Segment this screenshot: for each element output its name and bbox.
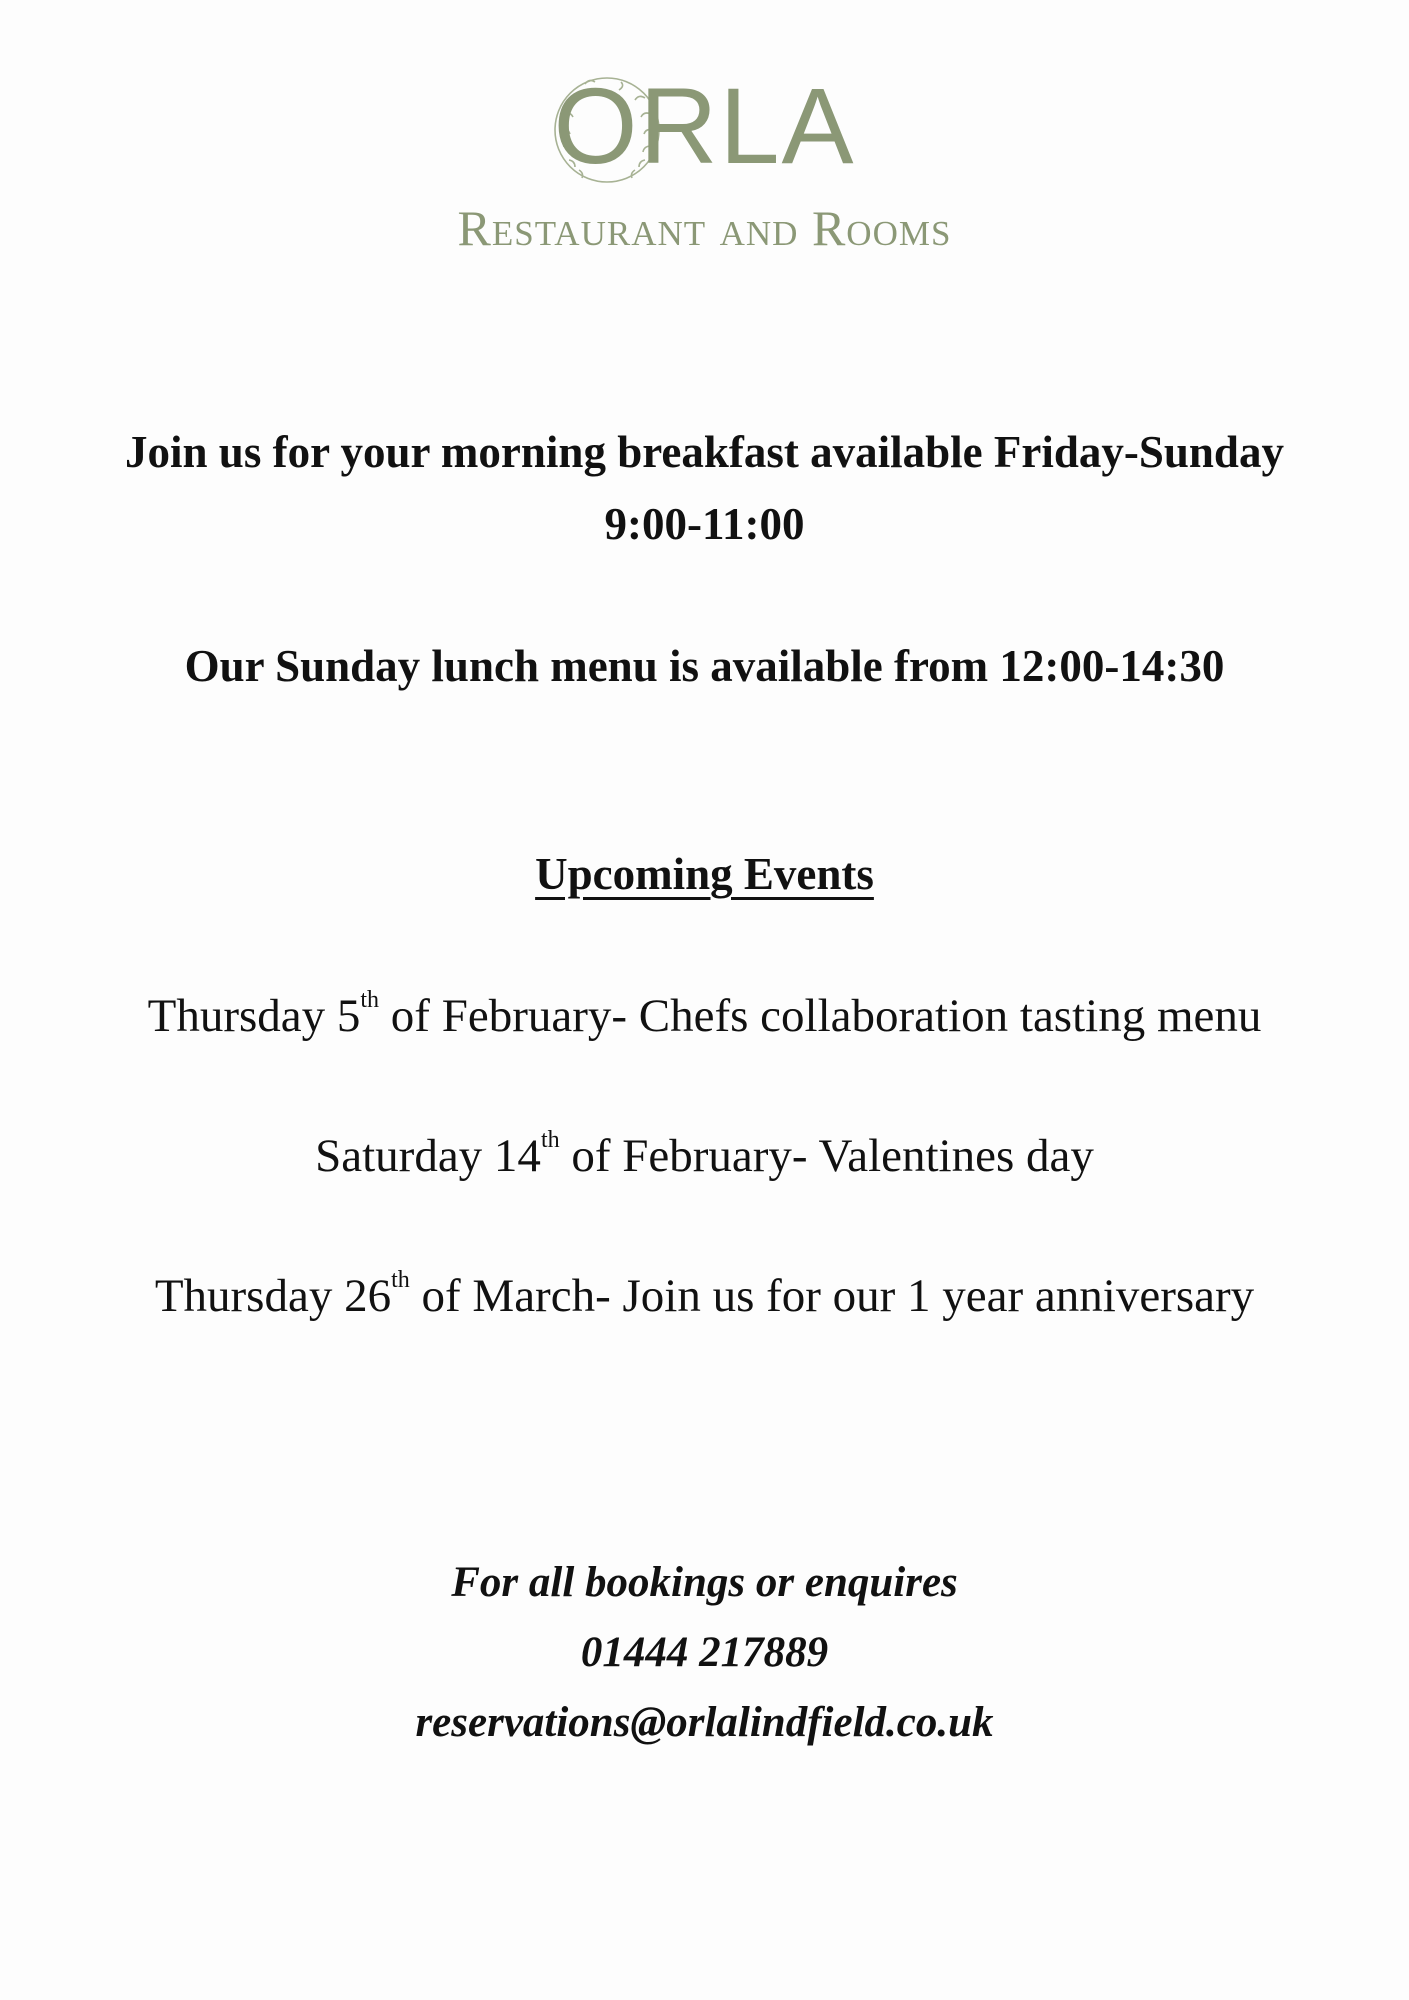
event-description: of February- Chefs collaboration tasting menu [379, 990, 1262, 1042]
contact-section [0, 1548, 1409, 1758]
event-day: Thursday 5 [147, 990, 361, 1042]
logo-mark [545, 65, 865, 190]
breakfast-hours: 9:00-11:00 [604, 499, 805, 549]
lunch-line: Our Sunday lunch menu is available from 12:00-14:30 [184, 641, 1225, 691]
breakfast-line: Join us for your morning breakfast available Friday-Sunday [125, 427, 1284, 477]
event-day: Thursday 26 [154, 1270, 392, 1322]
event-item [0, 986, 1409, 1046]
contact-phone[interactable]: 01444 217889 [580, 1629, 829, 1676]
contact-label: For all bookings or enquires [451, 1559, 958, 1606]
logo-name: ORLA [553, 65, 856, 186]
logo [0, 65, 1409, 270]
event-day: Saturday 14 [315, 1130, 541, 1182]
event-description: of February- Valentines day [559, 1130, 1094, 1182]
events-heading: Upcoming Events [535, 849, 874, 899]
event-description: of March- Join us for our 1 year anniversary [409, 1270, 1255, 1322]
contact-email[interactable]: reservations@orlalindfield.co.uk [415, 1699, 994, 1746]
lunch-section [0, 630, 1409, 702]
event-item [0, 1266, 1409, 1326]
event-suffix: th [391, 1267, 410, 1293]
breakfast-section [0, 416, 1409, 560]
logo-subtitle: Restaurant and Rooms [457, 200, 952, 256]
events-heading-wrap [0, 848, 1409, 900]
event-item [0, 1126, 1409, 1186]
event-suffix: th [540, 1127, 560, 1153]
event-suffix: th [360, 987, 380, 1013]
